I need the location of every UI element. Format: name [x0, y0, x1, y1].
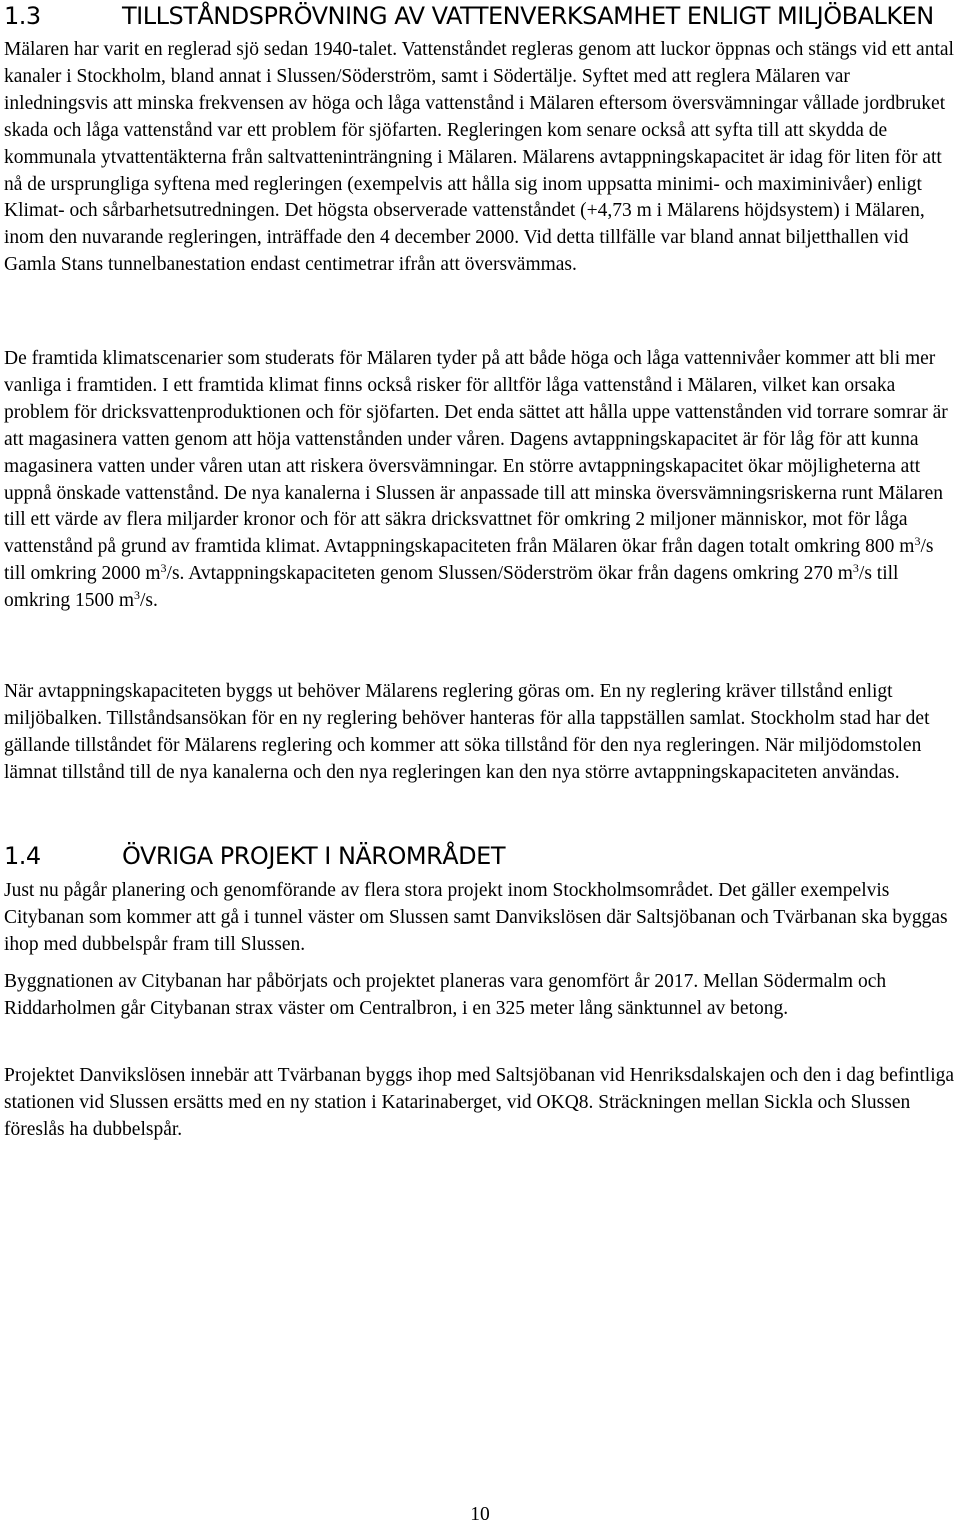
section-title: ÖVRIGA PROJEKT I NÄROMRÅDET [122, 842, 505, 870]
section-number: 1.3 [4, 2, 41, 30]
superscript: 3 [134, 588, 140, 603]
paragraph-citybanan: Byggnationen av Citybanan har påbörjats och projektet planeras vara genomfört år 2017. Mellan Södermalm och Riddarholmen går Citybanan strax väster om Centralbron, i en 325 meter lång sänktunnel av betong. [4, 971, 887, 1019]
superscript: 3 [852, 561, 859, 576]
page-number: 10 [470, 1504, 490, 1525]
paragraph-text: /s till omkring 1500 m [4, 563, 899, 612]
paragraph-text: /s till omkring 2000 m [4, 536, 934, 585]
section-title: TILLSTÅNDSPRÖVNING AV VATTENVERKSAMHET ENLIGT MILJÖBALKEN [122, 2, 934, 30]
paragraph-danvikslosen: Projektet Danvikslösen innebär att Tvärbanan byggs ihop med Saltsjöbanan vid Henriksdalskajen och den i dag befintliga stationen vid Slussen ersätts med en ny station i Katarinaberget, vid OKQ8. Sträckningen mellan Sickla och Slussen föreslås ha dubbelspår. [4, 1065, 955, 1140]
paragraph-climate-scenarios [4, 346, 958, 615]
paragraph-text: De framtida klimatscenarier som studerats för Mälaren tyder på att både höga och låga vattennivåer kommer att bli mer vanliga i framtiden. I ett framtida klimat finns också risker för alltför låga vattenstånd i Mälaren, vilket kan orsaka problem för dricksvattenproduktionen och för sjöfarten. Det enda sättet att hålla uppe vattenstånden vid torrare somrar är att magasinera vatten genom att höja vattenstånden under våren. Dagens avtappningskapacitet är för låg för att kunna magasinera vatten under våren utan att riskera översvämningar. En större avtappningskapacitet ökar möjligheterna att uppnå önskade vattenstånd. De nya kanalerna i Slussen är anpassade till att minska översvämningsriskerna runt Mälaren till ett värde av flera miljarder kronor och för att säkra dricksvattnet för omkring 2 miljoner människor, mot för låga vattenstånd på grund av framtida klimat. Avtappningskapaciteten från Mälaren ökar från dagen totalt omkring 800 m [4, 348, 948, 558]
paragraph-new-regulation: När avtappningskapaciteten byggs ut behöver Mälarens reglering göras om. En ny reglering kräver tillstånd enligt miljöbalken. Tillståndsansökan för en ny reglering behöver hanteras för alla tappställen samlat. Stockholm stad har det gällande tillståndet för Mälarens reglering och kommer att söka tillstånd för den nya regleringen. När miljödomstolen lämnat tillstånd till de nya kanalerna och den nya regleringen kan den nya större avtappningskapaciteten användas. [4, 681, 930, 783]
section-number: 1.4 [4, 842, 41, 870]
superscript: 3 [160, 561, 167, 576]
paragraph-text: /s. Avtappningskapaciteten genom Slussen/Söderström ökar från dagens omkring 270 m [166, 563, 853, 585]
superscript: 3 [914, 534, 921, 549]
section-heading-1-3 [4, 2, 934, 30]
paragraph-projects-overview: Just nu pågår planering och genomförande av flera stora projekt inom Stockholmsområdet. Det gäller exempelvis Citybanan som kommer att gå i tunnel väster om Slussen samt Danvikslösen där Saltsjöbanan och Tvärbanan ska byggas ihop med dubbelspår fram till Slussen. [4, 880, 948, 955]
section-heading-1-4 [4, 842, 505, 870]
paragraph-regulation-history: Mälaren har varit en reglerad sjö sedan 1940-talet. Vattenståndet regleras genom att luckor öppnas och stängs vid ett antal kanaler i Stockholm, bland annat i Slussen/Söderström, samt i Södertälje. Syftet med att reglera Mälaren var inledningsvis att minska frekvensen av höga och låga vattenstånd i Mälaren eftersom översvämningar vållade jordbruket skada och låga vattenstånd var ett problem för sjöfarten. Regleringen kom senare också att syfta till att skydda de kommunala ytvattentäkterna från saltvatteninträngning i Mälaren. Mälarens avtappningskapacitet är idag för liten för att nå de ursprungliga syftena med regleringen (exempelvis att hålla sig inom uppsatta minimi- och maximinivåer) enligt Klimat- och sårbarhetsutredningen. Det högsta observerade vattenståndet (+4,73 m i Mälarens höjdsystem) i Mälaren, inom den nuvarande regleringen, inträffade den 4 december 2000. Vid detta tillfälle var bland annat biljetthallen vid Gamla Stans tunnelbanestation endast centimetrar ifrån att översvämmas. [4, 39, 954, 276]
paragraph-text: /s. [140, 590, 158, 612]
